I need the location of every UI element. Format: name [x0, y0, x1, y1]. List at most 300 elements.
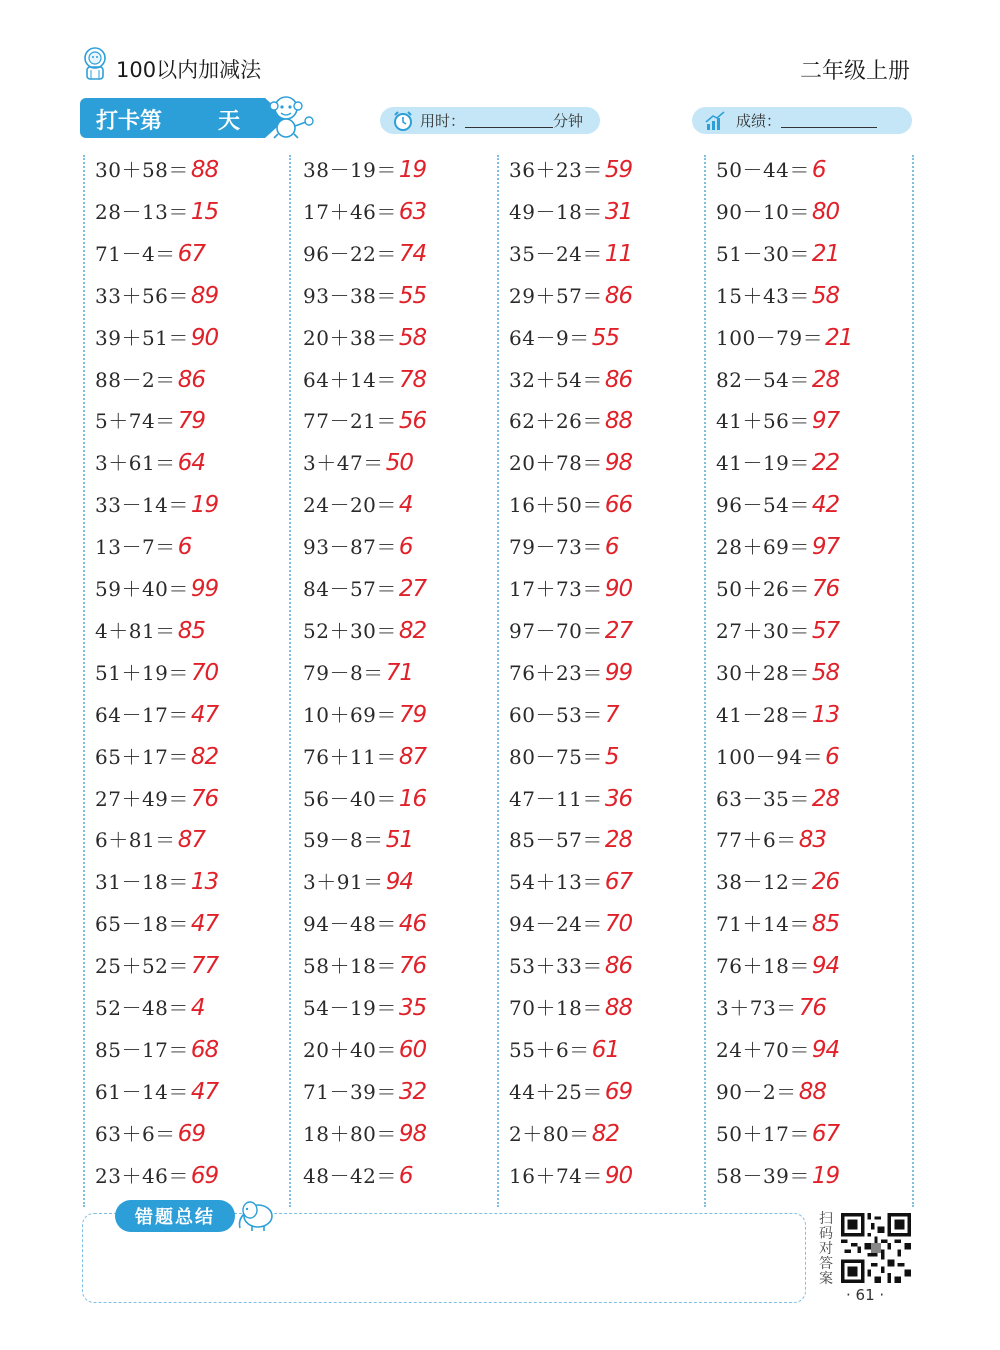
time-label: 用时： [420, 112, 466, 130]
handwritten-answer[interactable]: 13 [811, 701, 840, 728]
problem-question: 27＋30＝ [716, 618, 810, 643]
handwritten-answer[interactable]: 69 [604, 1078, 633, 1105]
problem-question: 23＋46＝ [95, 1163, 189, 1188]
problem-row [303, 1076, 426, 1105]
problem-row [716, 1118, 839, 1147]
handwritten-answer[interactable]: 58 [811, 659, 840, 686]
handwritten-answer[interactable]: 36 [604, 785, 633, 812]
problem-question: 17＋46＝ [303, 199, 397, 224]
problem-row [716, 154, 826, 183]
problem-row [95, 992, 205, 1021]
column-divider [497, 155, 499, 1207]
problem-question: 39＋51＝ [95, 325, 189, 350]
problem-row [95, 699, 218, 728]
time-field [380, 107, 600, 134]
handwritten-answer[interactable]: 88 [798, 1078, 826, 1105]
problem-question: 77＋6＝ [716, 828, 797, 853]
problem-question: 61－14＝ [95, 1079, 189, 1104]
handwritten-answer[interactable]: 94 [811, 1036, 840, 1063]
problem-question: 48－42＝ [303, 1163, 397, 1188]
problem-question: 36＋23＝ [509, 158, 603, 182]
problem-question: 30＋28＝ [716, 660, 810, 685]
handwritten-answer[interactable]: 58 [398, 324, 427, 351]
handwritten-answer[interactable]: 76 [798, 995, 826, 1021]
problem-question: 63＋6＝ [95, 1121, 176, 1146]
problem-row [95, 1118, 205, 1147]
column-divider [83, 155, 85, 1207]
problem-question: 56－40＝ [303, 786, 397, 811]
problem-question: 51＋19＝ [95, 660, 189, 685]
handwritten-answer[interactable]: 6 [398, 1162, 413, 1189]
problem-question: 33－14＝ [95, 493, 189, 518]
problem-row [716, 783, 839, 812]
problem-question: 30＋58＝ [95, 158, 189, 182]
problem-question: 90－2＝ [716, 1079, 797, 1104]
handwritten-answer[interactable]: 47 [190, 701, 219, 728]
handwritten-answer[interactable]: 67 [604, 869, 633, 896]
problem-question: 31－18＝ [95, 870, 189, 895]
problem-row [95, 1034, 218, 1063]
problem-question: 3＋61＝ [95, 451, 176, 476]
problem-question: 3＋73＝ [716, 996, 797, 1020]
handwritten-answer[interactable]: 16 [398, 785, 427, 812]
problem-row [303, 657, 413, 686]
handwritten-answer[interactable]: 13 [190, 869, 219, 896]
handwritten-answer[interactable]: 86 [177, 366, 205, 393]
problem-question: 20＋38＝ [303, 325, 397, 350]
handwritten-answer[interactable]: 70 [190, 659, 219, 686]
problem-row [95, 1160, 218, 1189]
problem-row [716, 196, 839, 225]
problem-row [95, 531, 191, 560]
problem-question: 59－8＝ [303, 828, 384, 853]
qr-code[interactable] [838, 1213, 914, 1283]
problem-row [716, 824, 826, 853]
problem-row [303, 992, 426, 1021]
problem-question: 88－2＝ [95, 367, 176, 392]
problem-row [509, 405, 632, 434]
handwritten-answer[interactable]: 55 [398, 282, 427, 309]
problem-question: 18＋80＝ [303, 1121, 397, 1146]
problem-row [509, 741, 619, 770]
handwritten-answer[interactable]: 79 [398, 701, 427, 728]
problem-question: 71－39＝ [303, 1079, 397, 1104]
problem-question: 27＋49＝ [95, 786, 189, 811]
handwritten-answer[interactable]: 97 [811, 408, 840, 435]
problem-question: 70＋18＝ [509, 996, 603, 1020]
problem-question: 15＋43＝ [716, 283, 810, 308]
handwritten-answer[interactable]: 28 [811, 366, 840, 393]
problem-question: 59＋40＝ [95, 577, 189, 601]
problem-row [303, 238, 426, 267]
problem-question: 24－20＝ [303, 493, 397, 518]
problem-row [95, 908, 218, 937]
problem-row [716, 238, 839, 267]
growth-chart-icon [704, 110, 726, 132]
handwritten-answer[interactable]: 90 [604, 576, 633, 602]
problem-question: 96－54＝ [716, 493, 810, 518]
handwritten-answer[interactable]: 67 [177, 240, 205, 267]
problem-row [95, 154, 218, 183]
problem-question: 50＋26＝ [716, 577, 810, 601]
handwritten-answer[interactable]: 59 [604, 157, 633, 183]
handwritten-answer[interactable]: 19 [398, 157, 427, 183]
problem-row [303, 1118, 426, 1147]
problem-row [95, 364, 205, 393]
handwritten-answer[interactable]: 6 [825, 743, 839, 770]
problem-row [303, 783, 426, 812]
problem-row [716, 657, 839, 686]
handwritten-answer[interactable]: 83 [798, 827, 826, 854]
handwritten-answer[interactable]: 58 [811, 282, 840, 309]
problem-question: 47－11＝ [509, 786, 603, 811]
handwritten-answer[interactable]: 27 [604, 617, 633, 644]
problem-row [509, 489, 632, 518]
problem-question: 62＋26＝ [509, 409, 603, 434]
problem-question: 65－18＝ [95, 912, 189, 937]
handwritten-answer[interactable]: 70 [604, 911, 633, 938]
handwritten-answer[interactable]: 6 [177, 534, 192, 561]
problem-question: 52－48＝ [95, 996, 189, 1020]
problem-row [509, 824, 632, 853]
problem-row [509, 866, 632, 895]
handwritten-answer[interactable]: 87 [398, 743, 427, 770]
problem-question: 53＋33＝ [509, 954, 603, 979]
problem-question: 51－30＝ [716, 241, 810, 266]
problem-question: 55＋6＝ [509, 1037, 590, 1062]
handwritten-answer[interactable]: 76 [811, 576, 840, 602]
problem-question: 5＋74＝ [95, 409, 176, 434]
problem-row [95, 405, 205, 434]
problem-row [303, 154, 426, 183]
handwritten-answer[interactable]: 87 [177, 827, 205, 854]
handwritten-answer[interactable]: 50 [385, 450, 413, 477]
problem-row [95, 573, 218, 602]
score-field [692, 107, 912, 134]
problem-row [303, 615, 426, 644]
problem-row [303, 489, 413, 518]
problem-row [303, 866, 413, 895]
handwritten-answer[interactable]: 99 [190, 576, 219, 602]
problem-question: 10＋69＝ [303, 702, 397, 727]
handwritten-answer[interactable]: 57 [811, 617, 840, 644]
problem-row [95, 489, 218, 518]
handwritten-answer[interactable]: 64 [177, 450, 205, 477]
handwritten-answer[interactable]: 6 [398, 534, 413, 561]
problem-row [509, 699, 619, 728]
problem-row [716, 531, 839, 560]
handwritten-answer[interactable]: 6 [604, 534, 619, 561]
checkin-banner [80, 98, 265, 138]
problem-row [509, 280, 632, 309]
problem-row [509, 908, 632, 937]
problem-question: 35－24＝ [509, 241, 603, 266]
handwritten-answer[interactable]: 90 [604, 1162, 633, 1189]
handwritten-answer[interactable]: 21 [811, 240, 840, 267]
problem-question: 50＋17＝ [716, 1121, 810, 1146]
problem-row [716, 364, 839, 393]
problem-question: 93－38＝ [303, 283, 397, 308]
handwritten-answer[interactable]: 7 [604, 701, 619, 728]
handwritten-answer[interactable]: 78 [398, 366, 427, 393]
problem-question: 25＋52＝ [95, 954, 189, 979]
problem-question: 71－4＝ [95, 241, 176, 266]
problem-row [95, 322, 218, 351]
problem-row [303, 824, 413, 853]
problem-row [303, 699, 426, 728]
problem-question: 77－21＝ [303, 409, 397, 434]
handwritten-answer[interactable]: 69 [190, 1162, 219, 1189]
problem-row [303, 741, 426, 770]
problem-question: 76＋18＝ [716, 954, 810, 979]
problem-row [716, 908, 839, 937]
handwritten-answer[interactable]: 82 [398, 617, 427, 644]
problem-row [509, 196, 632, 225]
problem-row [95, 783, 218, 812]
problem-question: 85－17＝ [95, 1037, 189, 1062]
handwritten-answer[interactable]: 67 [811, 1120, 840, 1147]
handwritten-answer[interactable]: 42 [811, 492, 840, 519]
handwritten-answer[interactable]: 27 [398, 576, 427, 602]
handwritten-answer[interactable]: 80 [811, 198, 840, 225]
problem-question: 85－57＝ [509, 828, 603, 853]
handwritten-answer[interactable]: 19 [190, 492, 219, 519]
handwritten-answer[interactable]: 99 [604, 659, 633, 686]
problem-question: 71＋14＝ [716, 912, 810, 937]
handwritten-answer[interactable]: 85 [811, 911, 840, 938]
problem-row [509, 573, 632, 602]
problem-question: 38－12＝ [716, 870, 810, 895]
handwritten-answer[interactable]: 85 [177, 617, 205, 644]
handwritten-answer[interactable]: 88 [190, 157, 219, 183]
book-title: 100以内加减法 [116, 58, 262, 82]
handwritten-answer[interactable]: 15 [190, 198, 219, 225]
column-divider [704, 155, 706, 1207]
problem-row [303, 573, 426, 602]
handwritten-answer[interactable]: 56 [398, 408, 427, 435]
handwritten-answer[interactable]: 4 [190, 995, 205, 1021]
handwritten-answer[interactable]: 61 [591, 1036, 619, 1063]
handwritten-answer[interactable]: 4 [398, 492, 413, 519]
problem-question: 65＋17＝ [95, 744, 189, 769]
problem-row [95, 238, 205, 267]
problem-question: 3＋91＝ [303, 870, 384, 895]
checkin-suffix: 天 [218, 109, 241, 134]
problem-row [95, 741, 218, 770]
problem-row [95, 824, 205, 853]
problem-question: 80－75＝ [509, 744, 603, 769]
problem-row [716, 615, 839, 644]
column-divider [289, 155, 291, 1207]
problem-row [303, 280, 426, 309]
problem-row [303, 950, 426, 979]
problem-row [95, 196, 218, 225]
problem-question: 41－19＝ [716, 451, 810, 476]
handwritten-answer[interactable]: 60 [398, 1036, 427, 1063]
handwritten-answer[interactable]: 88 [604, 408, 633, 435]
handwritten-answer[interactable]: 68 [190, 1036, 219, 1063]
problem-question: 54－19＝ [303, 996, 397, 1020]
problem-row [509, 364, 632, 393]
problem-question: 13－7＝ [95, 535, 176, 560]
problem-question: 63－35＝ [716, 786, 810, 811]
problem-row [303, 1160, 413, 1189]
handwritten-answer[interactable]: 94 [385, 869, 413, 896]
problem-row [303, 908, 426, 937]
problem-row [716, 1076, 826, 1105]
handwritten-answer[interactable]: 47 [190, 911, 219, 938]
problem-row [716, 405, 839, 434]
problem-row [716, 1034, 839, 1063]
handwritten-answer[interactable]: 28 [811, 785, 840, 812]
handwritten-answer[interactable]: 46 [398, 911, 427, 938]
problem-row [716, 573, 839, 602]
problem-row [509, 1076, 632, 1105]
problem-row [95, 447, 205, 476]
problem-row [509, 783, 632, 812]
problem-question: 29＋57＝ [509, 283, 603, 308]
handwritten-answer[interactable]: 26 [811, 869, 840, 896]
problem-row [303, 196, 426, 225]
handwritten-answer[interactable]: 76 [398, 953, 427, 980]
handwritten-answer[interactable]: 97 [811, 534, 840, 561]
handwritten-answer[interactable]: 31 [604, 198, 633, 225]
problem-row [303, 364, 426, 393]
problem-row [95, 950, 218, 979]
problem-question: 82－54＝ [716, 367, 810, 392]
handwritten-answer[interactable]: 69 [177, 1120, 205, 1147]
problem-row [509, 447, 632, 476]
handwritten-answer[interactable]: 47 [190, 1078, 219, 1105]
problem-row [716, 866, 839, 895]
handwritten-answer[interactable]: 86 [604, 282, 633, 309]
problem-row [716, 741, 839, 770]
time-unit: 分钟 [553, 112, 584, 130]
handwritten-answer[interactable]: 32 [398, 1078, 427, 1105]
problem-question: 60－53＝ [509, 702, 603, 727]
handwritten-answer[interactable]: 82 [591, 1120, 619, 1147]
handwritten-answer[interactable]: 66 [604, 492, 633, 519]
time-input-line[interactable] [465, 114, 553, 128]
handwritten-answer[interactable]: 98 [398, 1120, 427, 1147]
problem-row [509, 992, 632, 1021]
problem-question: 94－48＝ [303, 912, 397, 937]
problem-question: 64＋14＝ [303, 367, 397, 392]
problem-row [716, 280, 839, 309]
problem-question: 100－79＝ [716, 325, 824, 350]
handwritten-answer[interactable]: 6 [811, 157, 826, 183]
handwritten-answer[interactable]: 86 [604, 953, 633, 980]
problem-question: 38－19＝ [303, 158, 397, 182]
problem-question: 33＋56＝ [95, 283, 189, 308]
problem-question: 16＋74＝ [509, 1163, 603, 1188]
handwritten-answer[interactable]: 11 [604, 240, 633, 267]
problem-row [716, 489, 839, 518]
problem-row [509, 657, 632, 686]
problem-question: 28＋69＝ [716, 535, 810, 560]
problem-question: 4＋81＝ [95, 618, 176, 643]
problem-question: 28－13＝ [95, 199, 189, 224]
problem-row [303, 1034, 426, 1063]
score-input-line[interactable] [781, 114, 877, 128]
handwritten-answer[interactable]: 90 [190, 324, 219, 351]
handwritten-answer[interactable]: 76 [190, 785, 219, 812]
problem-row [716, 992, 826, 1021]
problem-row [303, 531, 413, 560]
problem-row [95, 1076, 218, 1105]
problem-question: 79－73＝ [509, 535, 603, 560]
problem-row [716, 322, 852, 351]
problem-row [303, 447, 413, 476]
handwritten-answer[interactable]: 88 [604, 995, 633, 1021]
monkey-mascot-icon [262, 94, 316, 140]
problem-row [509, 1160, 632, 1189]
handwritten-answer[interactable]: 28 [604, 827, 633, 854]
problem-row [716, 447, 839, 476]
grade-label: 二年级上册 [799, 59, 910, 84]
checkin-prefix: 打卡第 [96, 109, 163, 134]
problem-question: 94－24＝ [509, 912, 603, 937]
problem-row [95, 866, 218, 895]
alarm-clock-icon [392, 110, 414, 132]
problem-row [303, 405, 426, 434]
page-number: · 61 · [846, 1286, 885, 1304]
mistake-summary-label: 错题总结 [115, 1200, 235, 1232]
problem-row [95, 657, 218, 686]
problem-row [509, 950, 632, 979]
handwritten-answer[interactable]: 51 [385, 827, 413, 854]
handwritten-answer[interactable]: 94 [811, 953, 840, 980]
problem-row [716, 950, 839, 979]
problem-row [716, 1160, 839, 1189]
handwritten-answer[interactable]: 55 [591, 324, 619, 351]
problem-question: 84－57＝ [303, 577, 397, 601]
handwritten-answer[interactable]: 77 [190, 953, 219, 980]
handwritten-answer[interactable]: 35 [398, 995, 427, 1021]
problem-question: 20＋78＝ [509, 451, 603, 476]
problem-question: 2＋80＝ [509, 1121, 590, 1146]
handwritten-answer[interactable]: 22 [811, 450, 840, 477]
problem-question: 58－39＝ [716, 1163, 810, 1188]
problem-row [509, 1034, 619, 1063]
handwritten-answer[interactable]: 98 [604, 450, 633, 477]
handwritten-answer[interactable]: 5 [604, 743, 619, 770]
problem-row [509, 531, 619, 560]
handwritten-answer[interactable]: 19 [811, 1162, 840, 1189]
handwritten-answer[interactable]: 89 [190, 282, 219, 309]
problem-question: 76＋23＝ [509, 660, 603, 685]
handwritten-answer[interactable]: 86 [604, 366, 633, 393]
problem-question: 52＋30＝ [303, 618, 397, 643]
problem-question: 41＋56＝ [716, 409, 810, 434]
problem-question: 90－10＝ [716, 199, 810, 224]
handwritten-answer[interactable]: 63 [398, 198, 427, 225]
problem-question: 79－8＝ [303, 660, 384, 685]
problem-row [509, 615, 632, 644]
handwritten-answer[interactable]: 79 [177, 408, 205, 435]
problem-question: 17＋73＝ [509, 577, 603, 601]
lion-mascot-icon [80, 46, 110, 82]
problem-row [95, 615, 205, 644]
handwritten-answer[interactable]: 71 [385, 659, 413, 686]
problem-question: 76＋11＝ [303, 744, 397, 769]
handwritten-answer[interactable]: 21 [825, 324, 853, 351]
problem-question: 96－22＝ [303, 241, 397, 266]
handwritten-answer[interactable]: 82 [190, 743, 219, 770]
handwritten-answer[interactable]: 74 [398, 240, 427, 267]
problem-question: 54＋13＝ [509, 870, 603, 895]
problem-row [95, 280, 218, 309]
